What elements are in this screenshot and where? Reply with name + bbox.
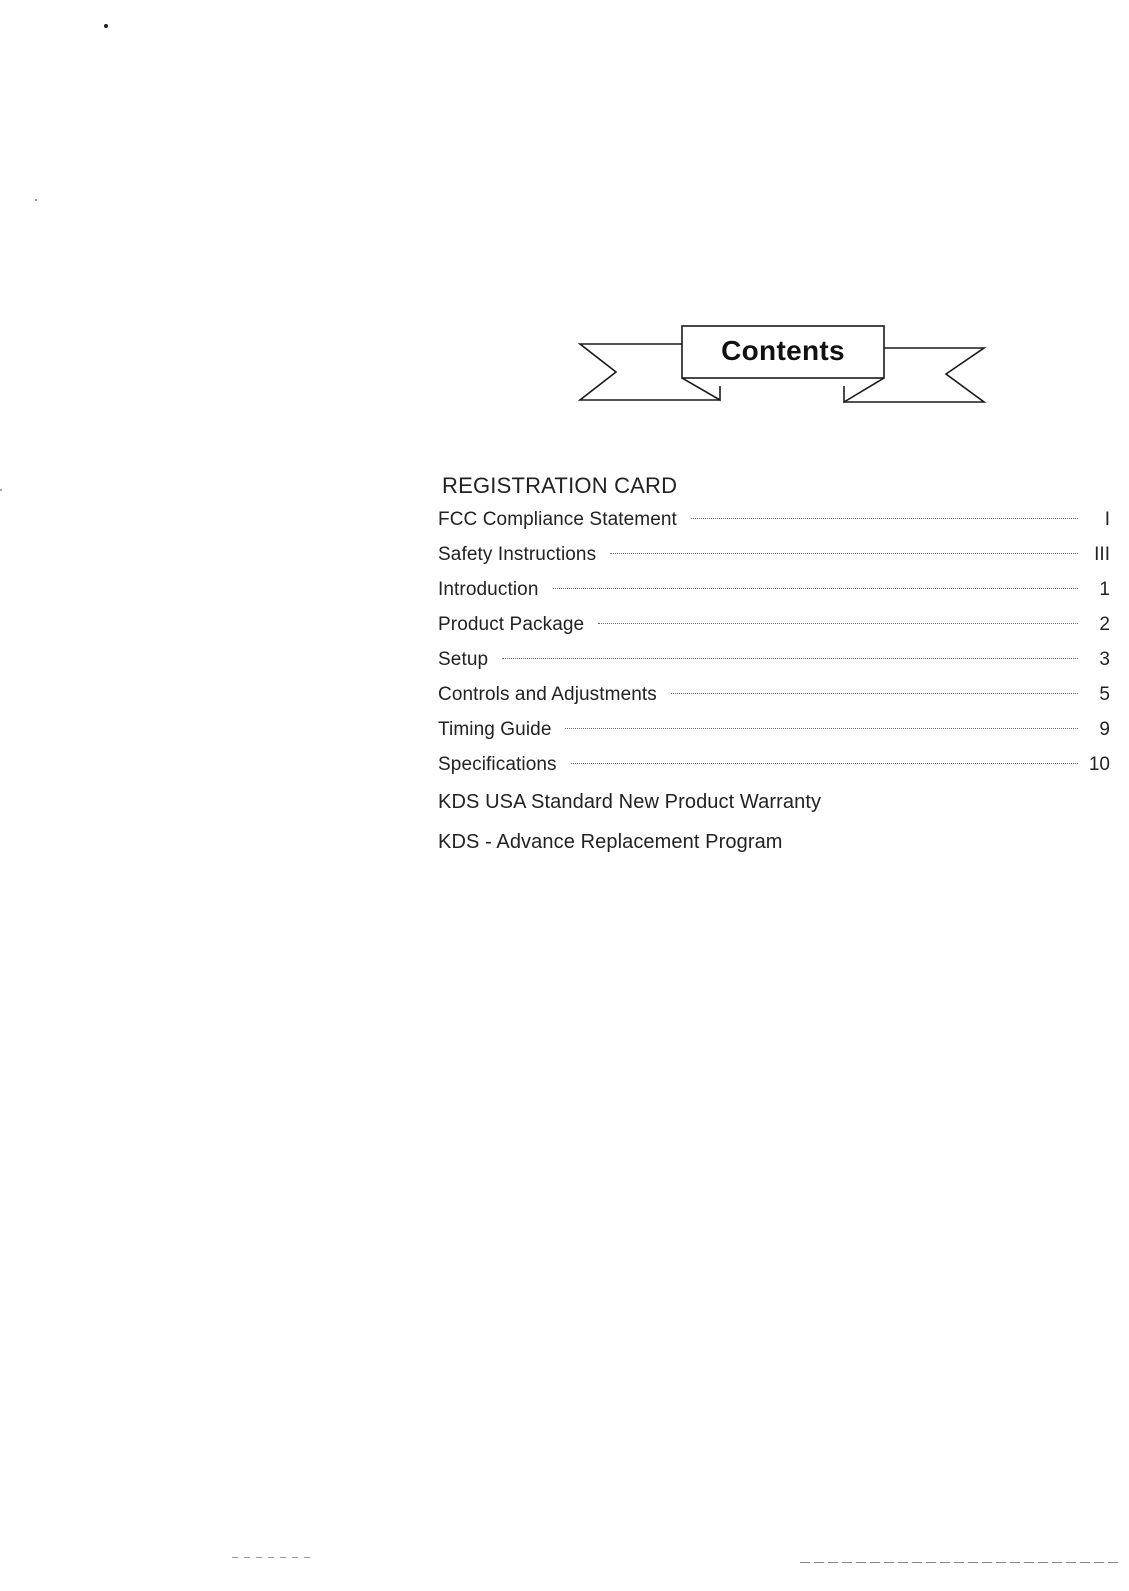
dot-leader: [565, 728, 1078, 729]
toc-entry-page: 10: [1088, 754, 1110, 775]
toc-entry-label: Setup: [438, 649, 489, 670]
toc-entry[interactable]: [438, 607, 1110, 642]
scan-artifact: [232, 1557, 312, 1558]
toc-entry[interactable]: [438, 642, 1110, 677]
toc-entry-label: Product Package: [438, 614, 585, 635]
dot-leader: [553, 588, 1079, 589]
toc-entry-page: 9: [1099, 719, 1110, 740]
dot-leader: [502, 658, 1078, 659]
toc-entry-page: 1: [1099, 579, 1110, 600]
dot-leader: [610, 553, 1078, 554]
table-of-contents: [438, 470, 1110, 862]
contents-title: Contents: [721, 335, 845, 366]
toc-entry[interactable]: [438, 537, 1110, 572]
toc-entry[interactable]: [438, 677, 1110, 712]
toc-extra-entry[interactable]: KDS - Advance Replacement Program: [438, 831, 783, 853]
toc-entry-label: Introduction: [438, 579, 539, 600]
toc-entry-label: Controls and Adjustments: [438, 684, 657, 705]
scan-artifact: [800, 1562, 1120, 1563]
toc-entry[interactable]: [438, 502, 1110, 537]
dot-leader: [691, 518, 1078, 519]
toc-heading: REGISTRATION CARD: [442, 473, 678, 498]
toc-entry-page: III: [1094, 544, 1110, 565]
toc-entry-label: Timing Guide: [438, 719, 552, 740]
scan-speck: [35, 199, 37, 201]
toc-entry-page: 3: [1099, 649, 1110, 670]
toc-entry[interactable]: [438, 572, 1110, 607]
scan-speck: [104, 24, 108, 28]
toc-entry-label: FCC Compliance Statement: [438, 509, 677, 530]
dot-leader: [598, 623, 1078, 624]
dot-leader: [671, 693, 1078, 694]
toc-entry[interactable]: [438, 747, 1110, 782]
toc-extra-entry[interactable]: KDS USA Standard New Product Warranty: [438, 791, 822, 813]
scan-speck: [0, 489, 2, 491]
contents-banner: [578, 322, 988, 406]
toc-entry-page: 5: [1099, 684, 1110, 705]
dot-leader: [571, 763, 1078, 764]
toc-entry-page: 2: [1099, 614, 1110, 635]
toc-entry-label: Safety Instructions: [438, 544, 597, 565]
toc-entry-page: I: [1104, 509, 1110, 530]
toc-entry[interactable]: [438, 712, 1110, 747]
toc-entry-label: Specifications: [438, 754, 557, 775]
